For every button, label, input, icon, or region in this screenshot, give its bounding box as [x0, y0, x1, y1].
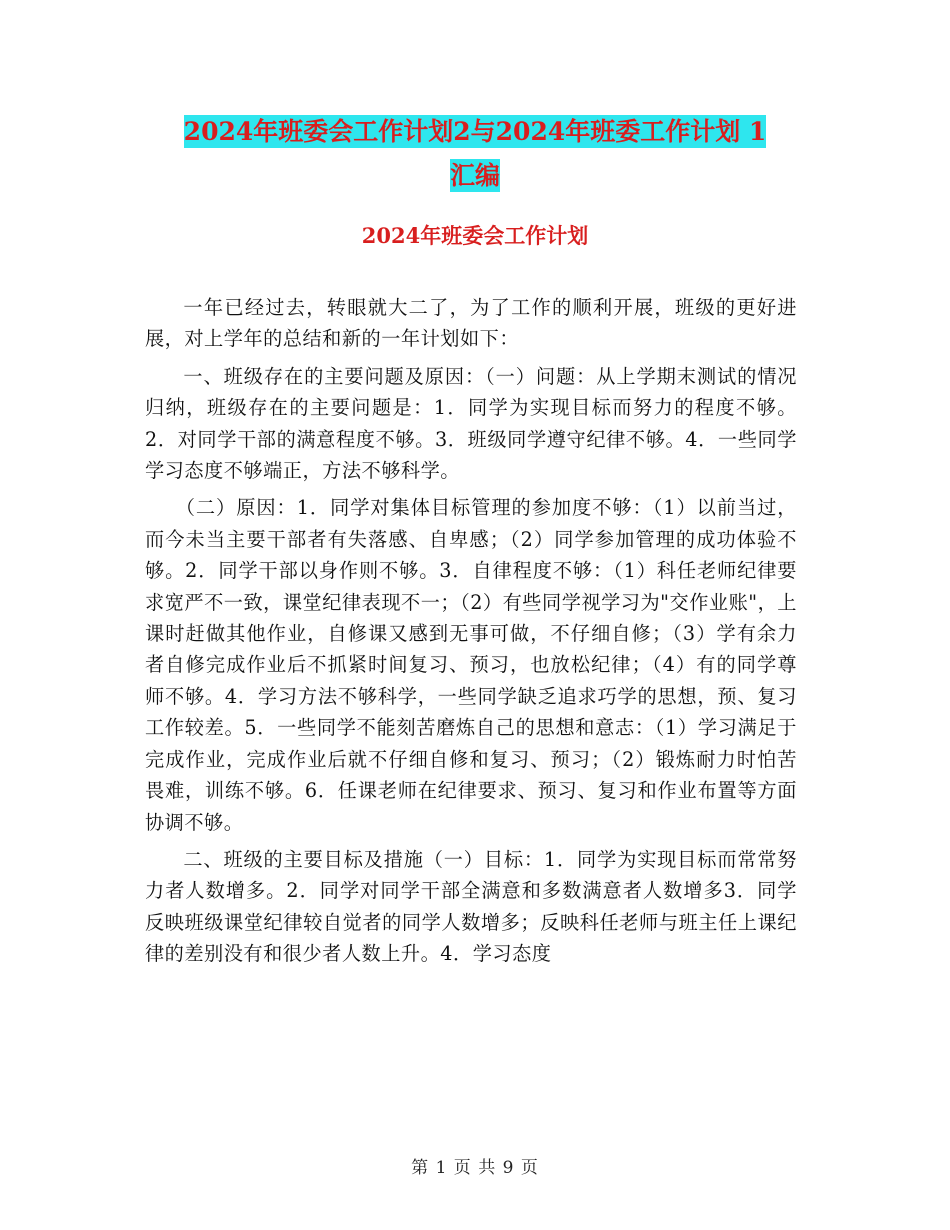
document-title-line2: 汇编 [449, 161, 500, 190]
document-title [145, 110, 805, 198]
document-body [145, 292, 797, 976]
paragraph-intro: 一年已经过去，转眼就大二了，为了工作的顺利开展，班级的更好进展，对上学年的总结和新的一年计划如下： [145, 296, 797, 351]
section-title: 2024年班委会工作计划 [361, 223, 589, 248]
paragraph-problems: 一、班级存在的主要问题及原因：（一）问题：从上学期末测试的情况归纳，班级存在的主要问题是：1．同学为实现目标而努力的程度不够。2．对同学干部的满意程度不够。3．班级同学遵守纪律不够。4．一些同学学习态度不够端正，方法不够科学。 [145, 364, 797, 483]
paragraph-goals: 二、班级的主要目标及措施（一）目标：1．同学为实现目标而常常努力者人数增多。2．同学对同学干部全满意和多数满意者人数增多3．同学反映班级课堂纪律较自觉者的同学人数增多；反映科任老师与班主任上课纪律的差别没有和很少者人数上升。4．学习态度 [145, 847, 797, 966]
document-title-line1: 2024年班委会工作计划2与2024年班委工作计划 1 [183, 117, 767, 146]
paragraph-causes: （二）原因：1．同学对集体目标管理的参加度不够：（1）以前当过，而今未当主要干部者有失落感、自卑感；（2）同学参加管理的成功体验不够。2．同学干部以身作则不够。3．自律程度不够：（1）科任老师纪律要求宽严不一致，课堂纪律表现不一；（2）有些同学视学习为"交作业账"，上课时赶做其他作业，自修课又感到无事可做，不仔细自修；（3）学有余力者自修完成作业后不抓紧时间复习、预习，也放松纪律；（4）有的同学尊师不够。4．学习方法不够科学，一些同学缺乏追求巧学的思想，预、复习工作较差。5．一些同学不能刻苦磨炼自己的思想和意志：（1）学习满足于完成作业，完成作业后就不仔细自修和复习、预习；（2）锻炼耐力时怕苦畏难，训练不够。6．任课老师在纪律要求、预习、复习和作业布置等方面协调不够。 [145, 496, 797, 834]
page-footer: 第 1 页 共 9 页 [411, 1158, 539, 1178]
